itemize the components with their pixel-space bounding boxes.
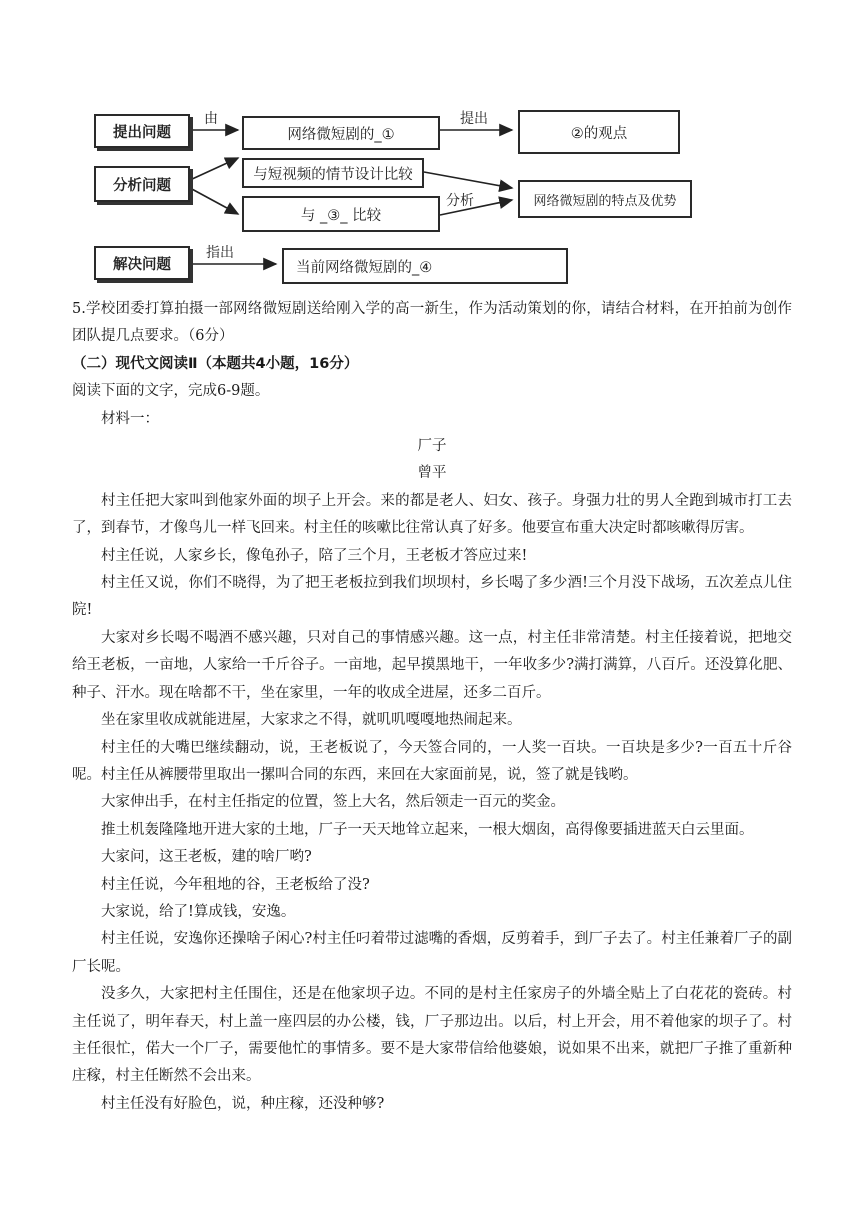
features-box [518, 180, 692, 218]
viewpoint-box [518, 110, 680, 154]
label-tichu: 提出 [460, 111, 488, 127]
paragraph: 推土机轰隆隆地开进大家的土地，厂子一天天地耸立起来，一根大烟囱，高得像要插进蓝天白云里面。 [101, 821, 754, 838]
paragraph: 没多久，大家把村主任围住，还是在他家坝子边。不同的是村主任家房子的外墙全贴上了白花花的瓷砖。村主任说了，明年春天，村上盖一座四层的办公楼，钱，厂子那边出。以后，村上开会，用不着他家的坝子了。村主任很忙，偌大一个厂子，需要他忙的事情多。要不是大家带信给他婆娘，说如果不出来，就把厂子推了重新种庄稼，村主任断然不会出来。 [72, 986, 792, 1085]
raise-problem-label: 提出问题 [113, 124, 171, 141]
drama-box [242, 116, 440, 150]
compare-3-label: 与 _③_ 比较 [300, 207, 382, 224]
arrow-analyze-to-video [190, 158, 238, 180]
label-you: 由 [204, 111, 218, 127]
raise-problem-box [94, 114, 190, 148]
paragraph: 村主任说，安逸你还操啥子闲心?村主任叼着带过滤嘴的香烟，反剪着手，到厂子去了。村主任兼着厂子的副厂长呢。 [72, 931, 792, 975]
compare-video-box [242, 158, 424, 188]
current-drama-box [282, 248, 568, 284]
drama-label: 网络微短剧的_① [287, 126, 395, 143]
analyze-problem-label: 分析问题 [113, 177, 171, 194]
reading-content [72, 296, 792, 1118]
features-label: 网络微短剧的特点及优势 [533, 193, 677, 209]
solve-problem-label: 解决问题 [113, 256, 171, 273]
material-label: 材料一： [101, 410, 159, 427]
compare-3-box [242, 196, 440, 232]
instruction: 阅读下面的文字，完成6-9题。 [72, 383, 270, 400]
paragraph: 村主任又说，你们不晓得，为了把王老板拉到我们坝坝村，乡长喝了多少酒!三个月没下战场，五次差点儿住院! [72, 575, 792, 619]
compare-video-label: 与短视频的情节设计比较 [253, 166, 413, 183]
paragraph: 大家对乡长喝不喝酒不感兴趣，只对自己的事情感兴趣。这一点，村主任非常清楚。村主任接着说，把地交给王老板，一亩地，人家给一千斤谷子。一亩地，起早摸黑地干，一年收多少?满打满算，八百斤。还没算化肥、种子、汗水。现在啥都不干，坐在家里，一年的收成全进屋，还多二百斤。 [72, 629, 792, 701]
label-fenxi: 分析 [446, 193, 474, 209]
solve-problem-box [94, 246, 190, 280]
viewpoint-label: ②的观点 [570, 125, 628, 142]
question-5: 5.学校团委打算拍摄一部网络微短剧送给刚入学的高一新生，作为活动策划的你，请结合材料，在开拍前为创作团队提几点要求。（6分） [72, 301, 792, 345]
paragraph: 村主任说，今年租地的谷，王老板给了没? [101, 876, 370, 893]
paragraph: 村主任把大家叫到他家外面的坝子上开会。来的都是老人、妇女、孩子。身强力壮的男人全跑到城市打工去了，到春节，才像鸟儿一样飞回来。村主任的咳嗽比往常认真了好多。他要宣布重大决定时都咳嗽得厉害。 [72, 492, 792, 537]
label-zhichu: 指出 [206, 245, 234, 261]
story-author: 曾平 [417, 465, 447, 482]
section-heading: （二）现代文阅读Ⅱ（本题共4小题，16分） [72, 355, 359, 372]
paragraph: 坐在家里收成就能进屋，大家求之不得，就叽叽嘎嘎地热闹起来。 [101, 712, 522, 729]
paragraph: 村主任说，人家乡长，像龟孙子，陪了三个月，王老板才答应过来! [101, 547, 528, 564]
paragraph: 大家问，这王老板，建的啥厂哟? [101, 849, 312, 866]
analyze-problem-box [94, 166, 190, 202]
current-drama-label: 当前网络微短剧的_④ [296, 259, 433, 276]
paragraph: 大家伸出手，在村主任指定的位置，签上大名，然后领走一百元的奖金。 [101, 794, 565, 811]
question-diagram [0, 0, 860, 300]
story-title: 厂子 [417, 438, 447, 455]
paragraph: 村主任没有好脸色，说，种庄稼，还没种够? [101, 1095, 385, 1112]
arrow-analyze-to-compare [190, 188, 238, 214]
paragraph: 大家说，给了!算成钱，安逸。 [101, 903, 296, 920]
arrow-video-to-features [424, 172, 512, 188]
paragraph: 村主任的大嘴巴继续翻动，说，王老板说了，今天签合同的，一人奖一百块。一百块是多少?一百五十斤谷呢。村主任从裤腰带里取出一摞叫合同的东西，来回在大家面前晃，说，签了就是钱哟。 [72, 739, 792, 783]
